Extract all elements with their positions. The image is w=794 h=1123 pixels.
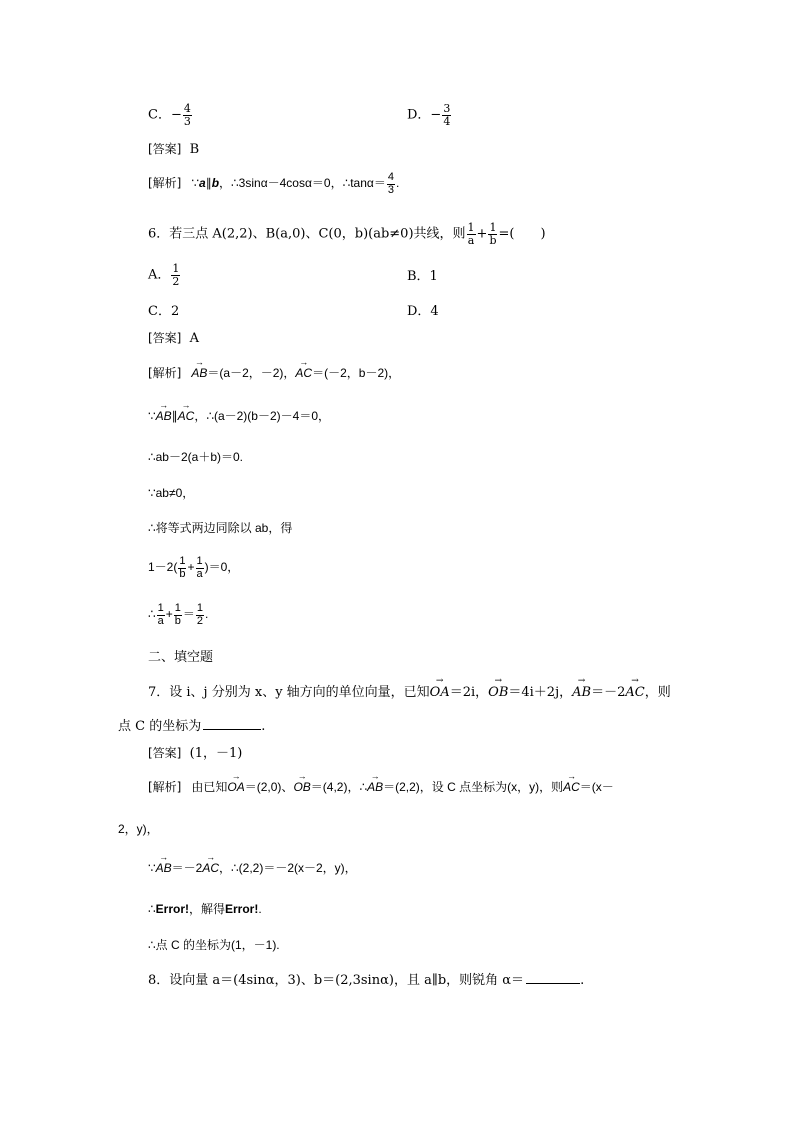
q6-option-b: B．1 <box>407 269 438 284</box>
q7-analysis-line-4: ∴Error!，解得Error!. <box>148 902 262 916</box>
q6-stem: 6．若三点 A(2,2)、B(a,0)、C(0，b)(ab≠0)共线，则 $\frac{1}{a}$ + $\frac{1}{b}$ =( ) <box>148 221 546 247</box>
q8-stem: 8．设向量 a＝(4sinα，3)、b＝(2,3sinα)，且 a∥b，则锐角 α＝ . <box>148 973 585 988</box>
q5-option-c: C．− $\frac{4}{3}$ <box>148 102 191 128</box>
q6-analysis-line-2: ∵→ AB∥→ AC，∴(a－2)(b－2)－4＝0， <box>148 410 330 422</box>
vector-ac: → AC <box>563 781 580 793</box>
q6-analysis-line-5: ∴将等式两边同除以 ab，得 <box>148 521 293 535</box>
q6-answer: [答案] A <box>148 331 200 346</box>
vector-ab: → AB <box>156 410 172 422</box>
q6-analysis-line-6: 1－2( $\frac{1}{b}$ + $\frac{1}{a}$ )＝0， <box>148 555 240 580</box>
q6-analysis-line-7: ∴ $\frac{1}{a}$ + $\frac{1}{b}$ ＝ $\frac{1}{2}$ . <box>148 602 209 627</box>
q7-analysis-line-5: ∴点 C 的坐标为(1，－1). <box>148 938 280 952</box>
vector-ab: → AB <box>572 686 591 699</box>
q5-option-c-fraction: $\frac{4}{3}$ <box>183 102 191 128</box>
q6-analysis-line-1: [解析] → AB＝(a－2，－2)，→ AC＝(－2，b－2)， <box>148 367 400 379</box>
q6-l7-fraction-2: $\frac{1}{b}$ <box>174 602 181 627</box>
q6-l6-fraction-2: $\frac{1}{a}$ <box>196 555 203 580</box>
q7-stem-line-1: 7．设 i、j 分别为 x、y 轴方向的单位向量，已知→ OA＝2i，→ OB＝4i＋2j，→ AB＝－2→ AC，则 <box>148 686 671 699</box>
q7-answer: [答案] (1，－1) <box>148 746 243 761</box>
vector-ac: → AC <box>625 686 644 699</box>
q7-analysis-line-3: ∵→ AB＝－2→ AC，∴(2,2)＝－2(x－2，y)， <box>148 862 357 874</box>
q6-stem-fraction-1: $\frac{1}{a}$ <box>467 221 475 247</box>
q6-analysis-line-3: ∴ab－2(a＋b)＝0. <box>148 450 244 464</box>
vector-ac: → AC <box>202 862 219 874</box>
section-heading: 二、填空题 <box>148 650 214 665</box>
vector-ab: → AB <box>191 367 207 379</box>
q7-analysis-line-1: [解析] 由已知→ OA＝(2,0)、→ OB＝(4,2)，∴→ AB＝(2,2)，设 C 点坐标为(x，y)，则→ AC＝(x－ <box>148 781 614 793</box>
q6-option-a: A． $\frac{1}{2}$ <box>148 262 180 288</box>
vector-ab: → AB <box>367 781 383 793</box>
vector-ob: → OB <box>488 686 508 699</box>
q6-option-a-fraction: $\frac{1}{2}$ <box>172 262 180 288</box>
q6-l6-fraction-1: $\frac{1}{b}$ <box>179 555 186 580</box>
q6-stem-fraction-2: $\frac{1}{b}$ <box>489 221 497 247</box>
q5-analysis: [解析] ∵a∥b，∴3sinα－4cosα＝0，∴tanα＝ $\frac{4}{3}$ . <box>148 171 400 196</box>
q6-analysis-line-4: ∵ab≠0， <box>148 486 195 500</box>
vector-ac: → AC <box>178 410 195 422</box>
vector-oa: → OA <box>430 686 450 699</box>
q5-answer: [答案] B <box>148 142 200 157</box>
q6-option-c: C．2 <box>148 304 180 319</box>
vector-oa: → OA <box>227 781 244 793</box>
vector-ab: → AB <box>156 862 172 874</box>
q5-option-d-fraction: $\frac{3}{4}$ <box>443 102 451 128</box>
q7-analysis-line-2: 2，y)， <box>118 822 159 836</box>
vector-ac: → AC <box>295 367 312 379</box>
answer-blank <box>526 973 580 984</box>
q5-analysis-fraction: $\frac{4}{3}$ <box>387 171 394 196</box>
q6-option-d: D．4 <box>407 304 439 319</box>
q5-option-d: D．− $\frac{3}{4}$ <box>407 102 451 128</box>
vector-ob: → OB <box>293 781 310 793</box>
q7-stem-line-2: 点 C 的坐标为 . <box>118 719 266 734</box>
q6-l7-fraction-1: $\frac{1}{a}$ <box>157 602 164 627</box>
answer-blank <box>203 719 261 730</box>
q6-l7-fraction-3: $\frac{1}{2}$ <box>196 602 204 627</box>
